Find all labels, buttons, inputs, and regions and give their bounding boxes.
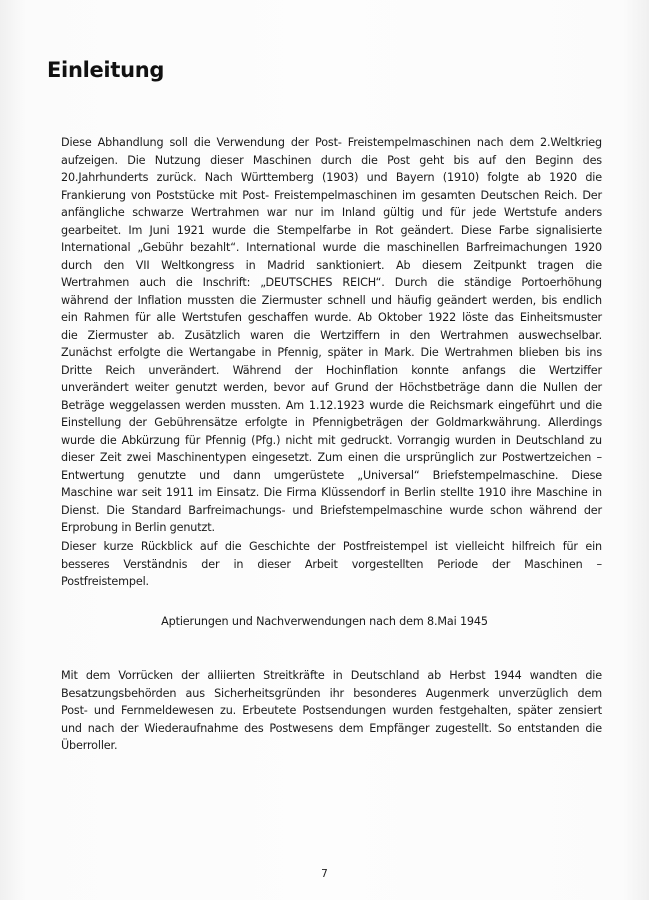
text-line: International „Gebühr bezahlt“. International wurde die maschinellen Barfreimachungen 1920	[61, 241, 602, 254]
text-line: 20.Jahrhunderts zurück. Nach Württemberg (1903) und Bayern (1910) folgte ab 1920 die	[61, 171, 602, 184]
text-line: aufzeigen. Die Nutzung dieser Maschinen durch die Post geht bis auf den Beginn des	[61, 153, 602, 167]
text-line: Überroller.	[61, 739, 118, 752]
page-heading: Einleitung	[47, 58, 165, 82]
postwar-paragraph	[61, 667, 602, 755]
text-line: unverändert weiter genutzt werden, bevor auf Grund der Höchstbeträge dann die Nullen der	[61, 381, 602, 394]
text-line: durch den VII Weltkongress in Madrid sanktioniert. Ab diesem Zeitpunkt tragen die	[61, 258, 602, 272]
text-line: Dritte Reich unverändert. Während der Hochinflation konnte anfangs die Wertziffer	[61, 363, 602, 377]
text-line: Besatzungsbehörden aus Sicherheitsgründen ihr besonderes Augenmerk unverzüglich dem	[61, 686, 602, 700]
page-number: 7	[321, 868, 328, 880]
text-line: Einstellung der Gebührensätze erfolgte in Pfennigbeträgen der Goldmarkwährung. Allerdings	[61, 416, 602, 429]
text-line: ein Rahmen für alle Wertstufen geschaffen wurde. Ab Oktober 1922 löste das Einheitsmuster	[61, 311, 602, 324]
text-line: Postfreistempel.	[61, 575, 149, 588]
text-line: Post- und Fernmeldewesen zu. Erbeutete Postsendungen wurden festgehalten, später zensiert	[61, 704, 602, 717]
text-line: während der Inflation mussten die Ziermuster schnell und häufig geändert werden, bis endlich	[61, 293, 602, 307]
text-line: Dieser kurze Rückblick auf die Geschichte der Postfreistempel ist vielleicht hilfreich für ein	[61, 540, 602, 553]
summary-paragraph	[61, 538, 602, 591]
text-line: Entwertung genutzte und dann umgerüstete „Universal“ Briefstempelmaschine. Diese	[61, 468, 602, 482]
text-line: gearbeitet. Im Juni 1921 wurde die Stempelfarbe in Rot geändert. Diese Farbe signalisierte	[61, 223, 602, 237]
text-line: Diese Abhandlung soll die Verwendung der Post- Freistempelmaschinen nach dem 2.Weltkrieg	[61, 136, 602, 149]
text-line: und nach der Wiederaufnahme des Postwesens dem Empfänger zugestellt. So entstanden die	[61, 721, 602, 735]
text-line: Wertrahmen auch die Inschrift: „DEUTSCHES REICH“. Durch die ständige Portoerhöhung	[61, 276, 602, 289]
text-line: Frankierung von Poststücke mit Post- Freistempelmaschinen im gesamten Deutschen Reich. Der	[61, 188, 602, 202]
text-line: Mit dem Vorrücken der alliierten Streitkräfte in Deutschland ab Herbst 1944 wandten die	[61, 669, 602, 682]
intro-paragraph	[61, 134, 602, 537]
text-line: Maschine war seit 1911 im Einsatz. Die Firma Klüssendorf in Berlin stellte 1910 ihre Maschine in	[61, 486, 602, 499]
section-subheading: Aptierungen und Nachverwendungen nach dem 8.Mai 1945	[161, 615, 488, 628]
text-line: Zunächst erfolgte die Wertangabe in Pfennig, später in Mark. Die Wertrahmen blieben bis ins	[61, 346, 602, 359]
text-line: Erprobung in Berlin genutzt.	[61, 521, 215, 534]
text-line: anfängliche schwarze Wertrahmen war nur im Inland gültig und für jede Wertstufe anders	[61, 206, 602, 219]
text-line: dieser Zeit zwei Maschinentypen eingesetzt. Zum einen die ursprünglich zur Postwertzeichen –	[61, 451, 602, 464]
text-line: die Ziermuster ab. Zusätzlich waren die Wertziffern in den Wertrahmen auswechselbar.	[61, 328, 602, 342]
text-line: wurde die Abkürzung für Pfennig (Pfg.) nicht mit gedruckt. Vorrangig wurden in Deutschland zu	[61, 433, 602, 447]
text-line: besseres Verständnis der in dieser Arbeit vorgestellten Periode der Maschinen –	[61, 557, 602, 571]
text-line: Beträge weggelassen werden mussten. Am 1.12.1923 wurde die Reichsmark eingeführt und die	[61, 398, 602, 412]
text-line: Dienst. Die Standard Barfreimachungs- und Briefstempelmaschine wurde schon während der	[61, 503, 602, 517]
